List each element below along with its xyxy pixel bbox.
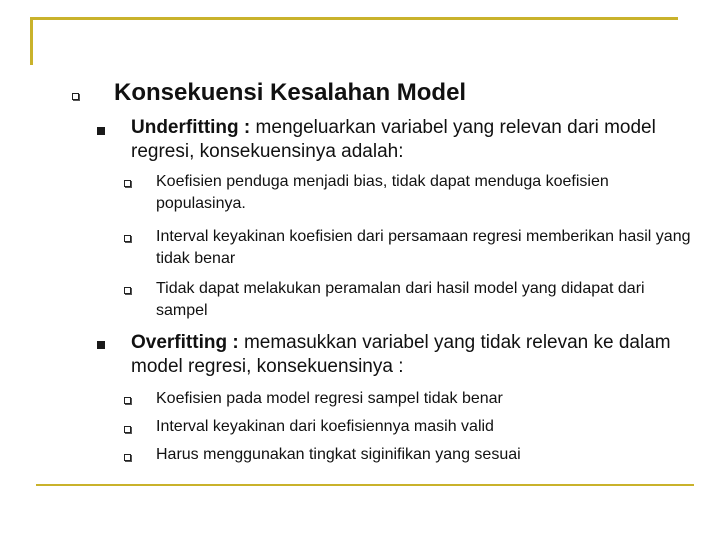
- underfitting-consequence-1: Koefisien penduga menjadi bias, tidak dapat menduga koefisien populasinya.: [156, 173, 609, 212]
- underfitting-sub-bullet-1-icon: [124, 180, 131, 187]
- overfitting-consequence-2: Interval keyakinan dari koefisiennya masih valid: [156, 418, 494, 435]
- overfitting-text: memasukkan variabel yang tidak relevan ke dalam model regresi, konsekuensinya :: [131, 332, 671, 377]
- overfitting-consequence-1: Koefisien pada model regresi sampel tidak benar: [156, 390, 503, 407]
- underfitting-sub-bullet-2-icon: [124, 235, 131, 242]
- overfitting-bullet-icon: [97, 341, 105, 349]
- underfitting-bullet-icon: [97, 127, 105, 135]
- underfitting-point: [131, 116, 691, 164]
- overfitting-sub-bullet-1-icon: [124, 397, 131, 404]
- underfitting-sub-bullet-3-icon: [124, 287, 131, 294]
- frame-top-line: [30, 17, 678, 20]
- overfitting-sub-bullet-2-icon: [124, 426, 131, 433]
- underfitting-consequence-2: Interval keyakinan koefisien dari persamaan regresi memberikan hasil yang tidak benar: [156, 228, 691, 267]
- overfitting-consequence-3: Harus menggunakan tingkat siginifikan yang sesuai: [156, 446, 521, 463]
- frame-bottom-line: [36, 484, 694, 486]
- frame-left-line: [30, 17, 33, 65]
- title-bullet-icon: [72, 93, 79, 100]
- overfitting-sub-bullet-3-icon: [124, 454, 131, 461]
- overfitting-label: Overfitting :: [131, 332, 239, 353]
- underfitting-text: mengeluarkan variabel yang relevan dari model regresi, konsekuensinya adalah:: [131, 117, 656, 162]
- underfitting-label: Underfitting :: [131, 117, 251, 138]
- underfitting-consequence-3: Tidak dapat melakukan peramalan dari hasil model yang didapat dari sampel: [156, 280, 645, 319]
- overfitting-point: [131, 331, 691, 379]
- slide-title: Konsekuensi Kesalahan Model: [114, 79, 467, 106]
